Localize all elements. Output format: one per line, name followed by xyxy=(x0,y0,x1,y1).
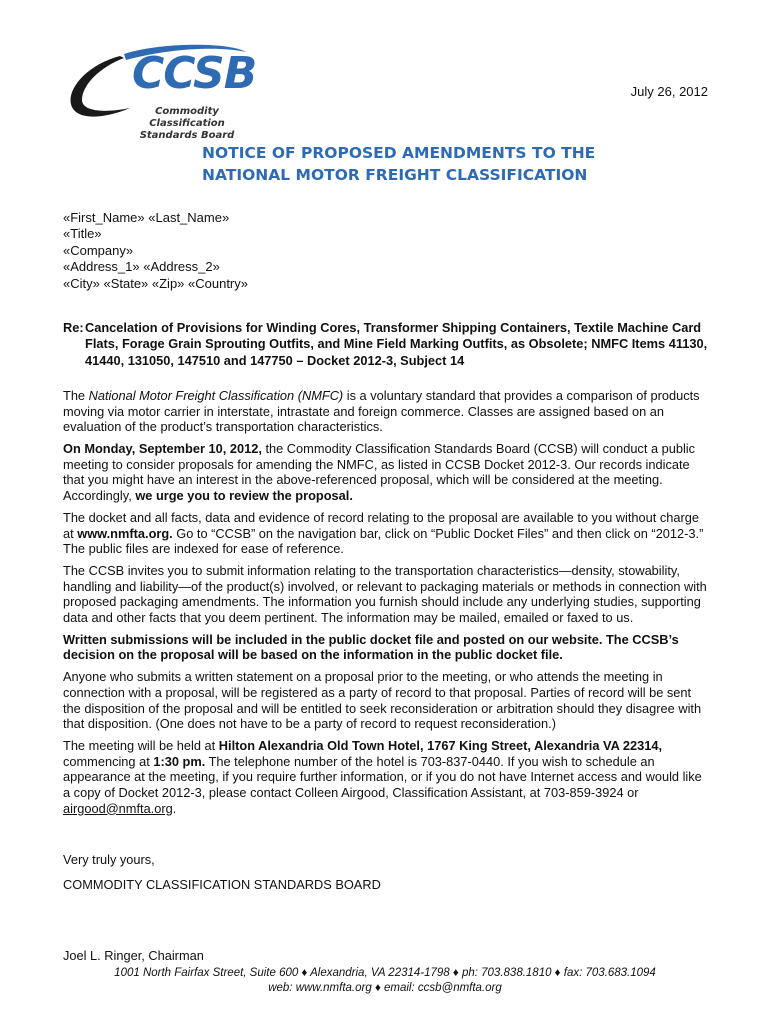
signer-name: Joel L. Ringer, Chairman xyxy=(63,948,204,963)
address-line: «First_Name» «Last_Name» xyxy=(63,210,230,225)
subject-prefix: Re: xyxy=(63,320,84,335)
recipient-address xyxy=(63,210,248,292)
letter-date: July 26, 2012 xyxy=(630,84,708,99)
paragraph-docket: The docket and all facts, data and evidence of record relating to the proposal are available to you without charge at www.nmfta.org. Go to “CCSB” on the navigation bar, click on “Public Docket Files” and then click on “2012-3.” The public files are indexed for ease of reference. xyxy=(63,509,704,557)
paragraph-submissions: Written submissions will be included in the public docket file and posted on our website. The CCSB’s decision on the proposal will be based on the information in the public docket file. xyxy=(63,631,679,663)
footer-contact: web: www.nmfta.org ♦ email: ccsb@nmfta.org xyxy=(268,982,502,994)
footer xyxy=(0,966,770,996)
paragraph-location: The meeting will be held at Hilton Alexandria Old Town Hotel, 1767 King Street, Alexandria VA 22314, commencing at 1:30 pm. The telephone number of the hotel is 703-837-0440. If you wish to schedule an appearance at the meeting, if you require further information, or if you do not have Internet access and would like a copy of Docket 2012-3, please contact Colleen Airgood, Classification Assistant, at 703-859-3924 or airgood@nmfta.org. xyxy=(63,738,702,816)
ccsb-logo xyxy=(60,38,257,141)
paragraph-meeting: On Monday, September 10, 2012, the Commodity Classification Standards Board (CCSB) will conduct a public meeting to consider proposals for amending the NMFC, as listed in CCSB Docket 2012-3. Our records indicate that you might have an interest in the above-referenced proposal, which will be considered at the meeting. Accordingly, we urge you to review the proposal. xyxy=(63,441,696,503)
paragraph-party-of-record: Anyone who submits a written statement on a proposal prior to the meeting, or who attends the meeting in connection with a proposal, will be registered as a party of record to that proposal. Parties of record will be sent the disposition of the proposal and will be entitled to seek reconsideration or arbitration should they disagree with that disposition. (One does not have to be a party of record to request reconsideration.) xyxy=(63,669,702,732)
subject-text: Cancelation of Provisions for Winding Cores, Transformer Shipping Containers, Textile Machine Card Flats, Forage Grain Sprouting Outfits, and Mine Field Marking Outfits, as Obsolete; NMFC Items 41130, 41440, 131050, 147510 and 147750 – Docket 2012-3, Subject 14 xyxy=(85,320,708,368)
logo-subtitle: Commodity Classification Standards Board xyxy=(139,106,235,141)
letter-body xyxy=(63,388,711,823)
address-line: «Address_1» «Address_2» xyxy=(63,259,220,275)
notice-title: NOTICE OF PROPOSED AMENDMENTS TO THE NATIONAL MOTOR FREIGHT CLASSIFICATION xyxy=(202,144,596,184)
address-line: «Company» xyxy=(63,242,134,258)
salutation: Very truly yours, xyxy=(63,852,155,867)
footer-address: 1001 North Fairfax Street, Suite 600 ♦ Alexandria, VA 22314-1798 ♦ ph: 703.838.1810 ♦ fax: 703.683.1094 xyxy=(114,967,656,979)
address-line: «City» «State» «Zip» «Country» xyxy=(63,275,248,291)
website-link[interactable]: www.nmfta.org. xyxy=(77,525,173,541)
paragraph-invite: The CCSB invites you to submit information relating to the transportation characteristics—density, stowability, handling and liability—of the product(s) involved, or relevant to packaging materials or methods in connection with proposed packaging amendments. The information you furnish should include any underlying studies, supporting data and other facts that you deem pertinent. The information may be mailed, emailed or faxed to us. xyxy=(63,563,707,625)
organization-name: COMMODITY CLASSIFICATION STANDARDS BOARD xyxy=(63,877,381,892)
paragraph-nmfc: The National Motor Freight Classification (NMFC) is a voluntary standard that provides a comparison of products moving via motor carrier in interstate, intrastate and foreign commerce. Classes are assigned based on an evaluation of the product’s transportation characteristics. xyxy=(63,388,700,435)
subject-line xyxy=(63,320,713,369)
logo-wordmark: CCSB xyxy=(132,48,257,99)
email-link[interactable]: airgood@nmfta.org xyxy=(63,800,173,816)
address-line: «Title» xyxy=(63,226,102,242)
